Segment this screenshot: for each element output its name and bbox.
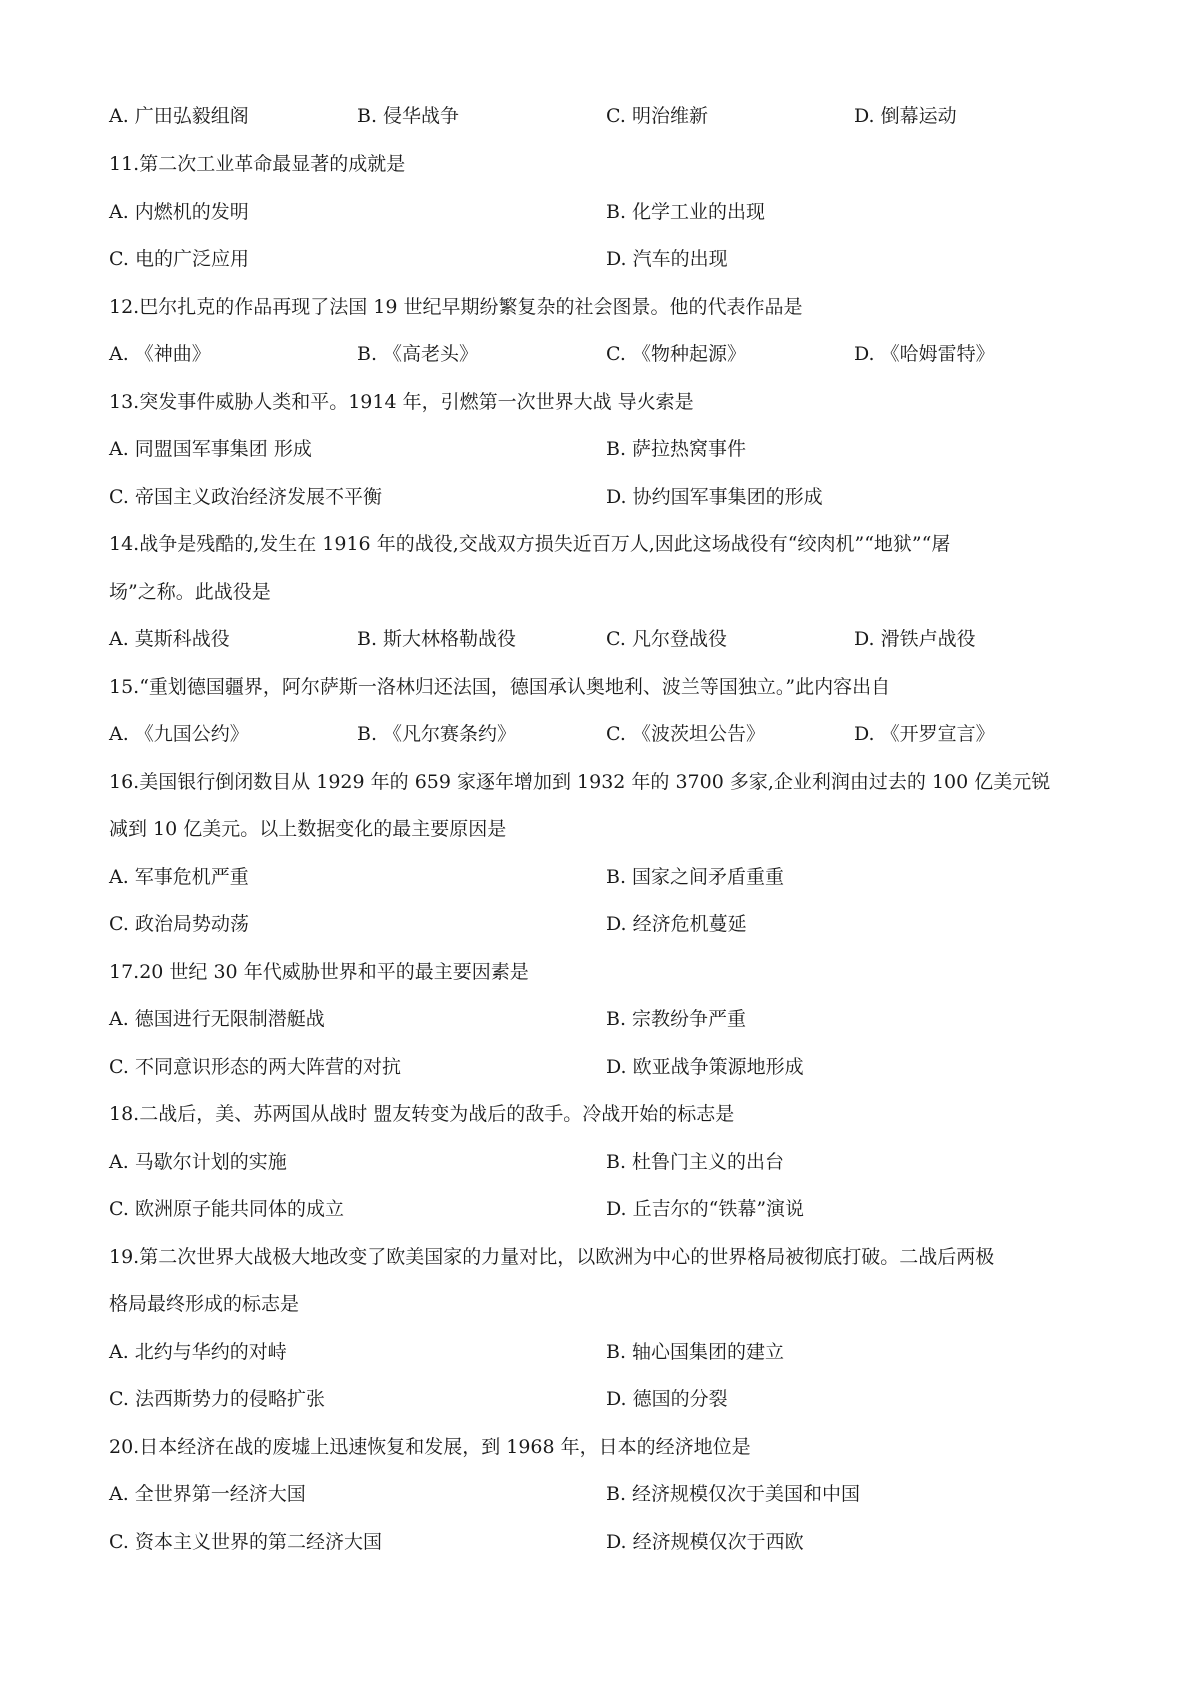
q17-option-c: C. 不同意识形态的两大阵营的对抗 — [109, 1056, 401, 1078]
q13-option-a: A. 同盟国军事集团 形成 — [109, 438, 312, 460]
q15-option-b: B. 《凡尔赛条约》 — [357, 723, 517, 745]
q12-option-b: B. 《高老头》 — [357, 343, 479, 365]
q17-option-a: A. 德国进行无限制潜艇战 — [109, 1008, 325, 1030]
q19-options-row-1 — [109, 1335, 1099, 1369]
q14-stem-line-1: 14.战争是残酷的,发生在 1916 年的战役,交战双方损失近百万人,因此这场战役有“绞肉机”“地狱”“屠 — [109, 533, 951, 555]
q11-options-row-2 — [109, 242, 1099, 276]
q17-options-row-1 — [109, 1002, 1099, 1036]
q15-options-row — [109, 717, 1099, 751]
q11-option-d: D. 汽车的出现 — [606, 248, 728, 270]
q19-options-row-2 — [109, 1382, 1099, 1416]
q16-option-d: D. 经济危机蔓延 — [606, 913, 747, 935]
q20-option-d: D. 经济规模仅次于西欧 — [606, 1531, 804, 1553]
q14-option-c: C. 凡尔登战役 — [606, 628, 727, 650]
q18-option-c: C. 欧洲原子能共同体的成立 — [109, 1198, 344, 1220]
q10-option-d: D. 倒幕运动 — [854, 105, 957, 127]
q16-option-b: B. 国家之间矛盾重重 — [606, 866, 785, 888]
q14-option-d: D. 滑铁卢战役 — [854, 628, 976, 650]
q11-option-b: B. 化学工业的出现 — [606, 201, 766, 223]
q11-options-row-1 — [109, 195, 1099, 229]
q18-options-row-2 — [109, 1192, 1099, 1226]
q12-options-row — [109, 337, 1099, 371]
q20-options-row-1 — [109, 1477, 1099, 1511]
q12-option-a: A. 《神曲》 — [109, 343, 211, 365]
q20-option-b: B. 经济规模仅次于美国和中国 — [606, 1483, 861, 1505]
q17-options-row-2 — [109, 1050, 1099, 1084]
q15-option-d: D. 《开罗宣言》 — [854, 723, 995, 745]
q16-option-c: C. 政治局势动荡 — [109, 913, 249, 935]
q18-option-d: D. 丘吉尔的“铁幕”演说 — [606, 1198, 805, 1220]
q18-option-a: A. 马歇尔计划的实施 — [109, 1151, 287, 1173]
q18-option-b: B. 杜鲁门主义的出台 — [606, 1151, 785, 1173]
q15-option-a: A. 《九国公约》 — [109, 723, 249, 745]
q19-option-c: C. 法西斯势力的侵略扩张 — [109, 1388, 325, 1410]
q19-option-a: A. 北约与华约的对峙 — [109, 1341, 287, 1363]
q11-stem: 11.第二次工业革命最显著的成就是 — [109, 153, 406, 175]
q13-option-b: B. 萨拉热窝事件 — [606, 438, 747, 460]
q12-option-d: D. 《哈姆雷特》 — [854, 343, 995, 365]
q10-options-row — [109, 99, 1099, 133]
q15-option-c: C. 《波茨坦公告》 — [606, 723, 765, 745]
q11-option-a: A. 内燃机的发明 — [109, 201, 249, 223]
q13-options-row-2 — [109, 480, 1099, 514]
q12-option-c: C. 《物种起源》 — [606, 343, 746, 365]
q19-option-b: B. 轴心国集团的建立 — [606, 1341, 785, 1363]
q17-stem: 17.20 世纪 30 年代威胁世界和平的最主要因素是 — [109, 961, 529, 983]
q13-stem: 13.突发事件威胁人类和平。1914 年，引燃第一次世界大战 导火索是 — [109, 391, 694, 413]
q12-stem: 12.巴尔扎克的作品再现了法国 19 世纪早期纷繁复杂的社会图景。他的代表作品是 — [109, 296, 803, 318]
q10-option-c: C. 明治维新 — [606, 105, 708, 127]
q14-option-a: A. 莫斯科战役 — [109, 628, 230, 650]
q18-options-row-1 — [109, 1145, 1099, 1179]
q16-option-a: A. 军事危机严重 — [109, 866, 249, 888]
q14-stem-line-2: 场”之称。此战役是 — [109, 581, 271, 603]
q20-option-c: C. 资本主义世界的第二经济大国 — [109, 1531, 382, 1553]
q11-option-c: C. 电的广泛应用 — [109, 248, 249, 270]
q10-option-b: B. 侵华战争 — [357, 105, 460, 127]
q19-stem-line-1: 19.第二次世界大战极大地改变了欧美国家的力量对比，以欧洲为中心的世界格局被彻底打破。二战后两极 — [109, 1246, 995, 1268]
q10-option-a: A. 广田弘毅组阁 — [109, 105, 249, 127]
q15-stem: 15.“重划德国疆界，阿尔萨斯一洛林归还法国，德国承认奥地利、波兰等国独立。”此内容出自 — [109, 676, 891, 698]
q20-option-a: A. 全世界第一经济大国 — [109, 1483, 306, 1505]
q17-option-d: D. 欧亚战争策源地形成 — [606, 1056, 804, 1078]
q19-option-d: D. 德国的分裂 — [606, 1388, 728, 1410]
q16-stem-line-2: 减到 10 亿美元。以上数据变化的最主要原因是 — [109, 818, 507, 840]
q14-options-row — [109, 622, 1099, 656]
q13-options-row-1 — [109, 432, 1099, 466]
q14-option-b: B. 斯大林格勒战役 — [357, 628, 517, 650]
q19-stem-line-2: 格局最终形成的标志是 — [109, 1293, 300, 1315]
q20-options-row-2 — [109, 1525, 1099, 1559]
q20-stem: 20.日本经济在战的废墟上迅速恢复和发展，到 1968 年，日本的经济地位是 — [109, 1436, 751, 1458]
q13-option-d: D. 协约国军事集团的形成 — [606, 486, 823, 508]
q16-options-row-1 — [109, 860, 1099, 894]
q16-stem-line-1: 16.美国银行倒闭数目从 1929 年的 659 家逐年增加到 1932 年的 3700 多家,企业利润由过去的 100 亿美元锐 — [109, 771, 1051, 793]
q17-option-b: B. 宗教纷争严重 — [606, 1008, 747, 1030]
q16-options-row-2 — [109, 907, 1099, 941]
q18-stem: 18.二战后，美、苏两国从战时 盟友转变为战后的敌手。冷战开始的标志是 — [109, 1103, 735, 1125]
q13-option-c: C. 帝国主义政治经济发展不平衡 — [109, 486, 382, 508]
